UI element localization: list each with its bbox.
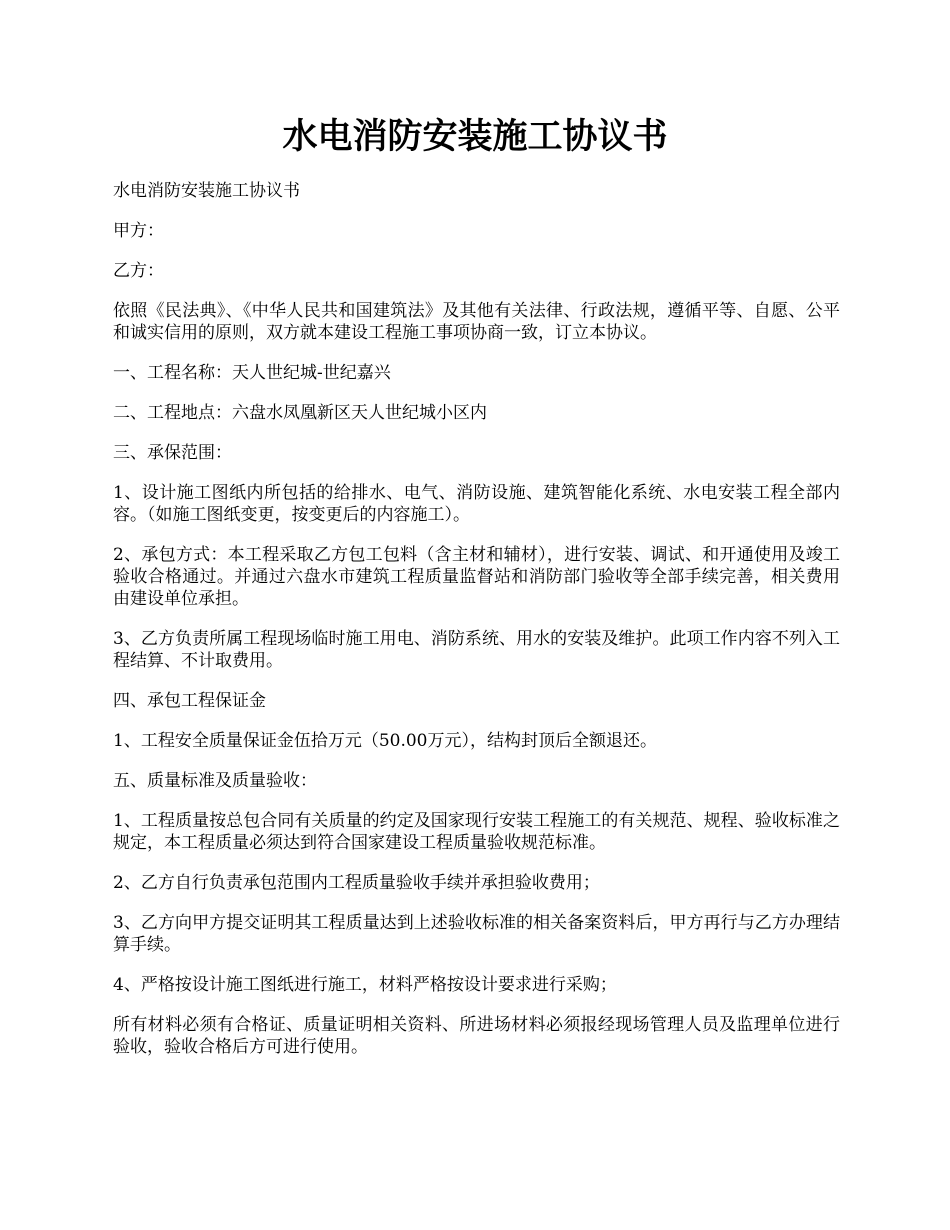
paragraph-quality-item-1: 1、工程质量按总包合同有关质量的约定及国家现行安装工程施工的有关规范、规程、验收标准之规定，本工程质量必须达到符合国家建设工程质量验收规范标准。	[113, 811, 840, 853]
paragraph-preamble: 依照《民法典》、《中华人民共和国建筑法》及其他有关法律、行政法规，遵循平等、自愿、公平和诚实信用的原则，双方就本建设工程施工事项协商一致，订立本协议。	[113, 301, 840, 343]
paragraph-scope-heading: 三、承保范围：	[113, 443, 232, 463]
paragraph-quality-heading: 五、质量标准及质量验收：	[113, 771, 317, 791]
paragraph-quality-item-4: 4、严格按设计施工图纸进行施工，材料严格按设计要求进行采购；	[113, 975, 617, 995]
paragraph-quality-item-3: 3、乙方向甲方提交证明其工程质量达到上述验收标准的相关备案资料后，甲方再行与乙方办理结算手续。	[113, 913, 840, 955]
paragraph-party-a: 甲方：	[113, 221, 164, 241]
paragraph-quality-item-2: 2、乙方自行负责承包范围内工程质量验收手续并承担验收费用；	[113, 873, 600, 893]
paragraph-scope-item-3: 3、乙方负责所属工程现场临时施工用电、消防系统、用水的安装及维护。此项工作内容不列入工程结算、不计取费用。	[113, 629, 840, 671]
paragraph-deposit-heading: 四、承包工程保证金	[113, 691, 266, 711]
paragraph-deposit-item-1: 1、工程安全质量保证金伍拾万元（50.00万元），结构封顶后全额退还。	[113, 731, 657, 751]
paragraph-materials: 所有材料必须有合格证、质量证明相关资料、所进场材料必须报经现场管理人员及监理单位进行验收，验收合格后方可进行使用。	[113, 1015, 840, 1057]
document-body	[113, 180, 840, 1076]
paragraph-scope-item-2: 2、承包方式：本工程采取乙方包工包料（含主材和辅材），进行安装、调试、和开通使用及竣工验收合格通过。并通过六盘水市建筑工程质量监督站和消防部门验收等全部手续完善，相关费用由建设单位承担。	[113, 545, 840, 609]
paragraph-party-b: 乙方：	[113, 261, 164, 281]
document-title: 水电消防安装施工协议书	[282, 116, 668, 157]
paragraph-subtitle: 水电消防安装施工协议书	[113, 181, 300, 201]
paragraph-project-name: 一、工程名称：天人世纪城-世纪嘉兴	[113, 363, 391, 383]
paragraph-project-location: 二、工程地点：六盘水凤凰新区天人世纪城小区内	[113, 403, 487, 423]
paragraph-scope-item-1: 1、设计施工图纸内所包括的给排水、电气、消防设施、建筑智能化系统、水电安装工程全部内容。（如施工图纸变更，按变更后的内容施工）。	[113, 483, 840, 525]
